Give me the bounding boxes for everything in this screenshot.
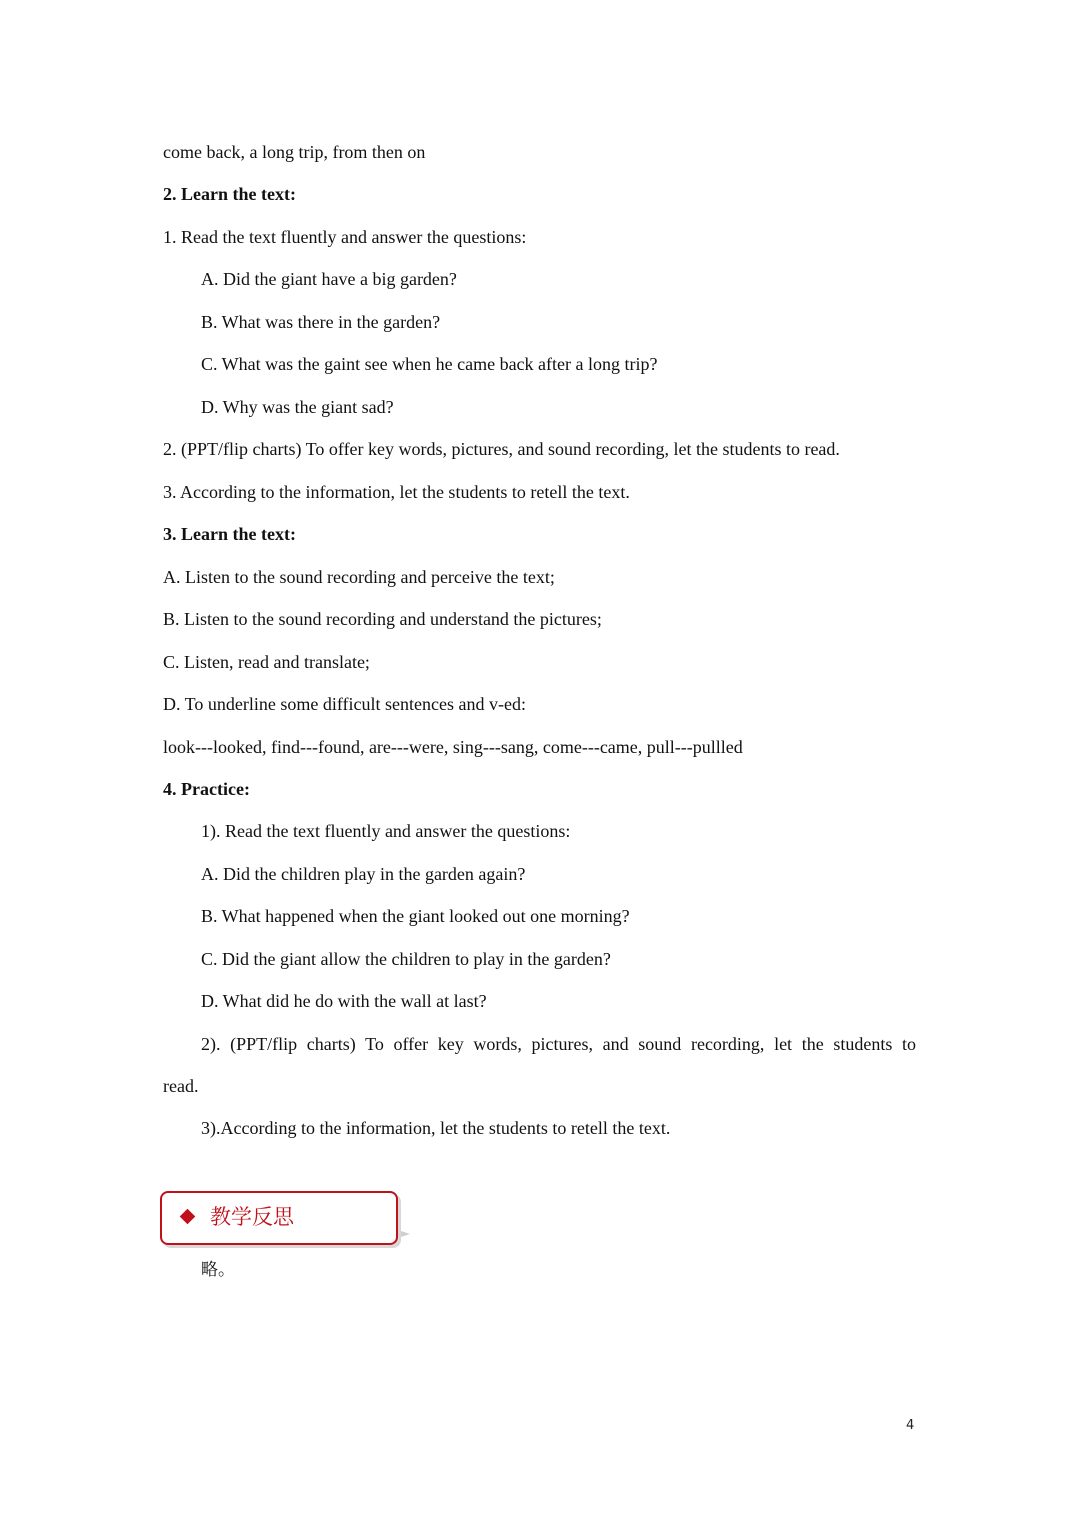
step-item: B. Listen to the sound recording and understand the pictures; bbox=[163, 609, 602, 629]
question-item: D. Why was the giant sad? bbox=[201, 397, 394, 417]
question-item: A. Did the giant have a big garden? bbox=[201, 269, 457, 289]
text-line: come back, a long trip, from then on bbox=[163, 142, 426, 162]
text-line: 3. According to the information, let the students to retell the text. bbox=[163, 482, 630, 502]
text-line: 1). Read the text fluently and answer the questions: bbox=[201, 821, 571, 841]
question-item: D. What did he do with the wall at last? bbox=[201, 991, 487, 1011]
question-item: C. What was the gaint see when he came back after a long trip? bbox=[201, 354, 658, 374]
text-line: 1. Read the text fluently and answer the questions: bbox=[163, 227, 527, 247]
text-line: 3).According to the information, let the students to retell the text. bbox=[201, 1118, 671, 1138]
text-line: read. bbox=[163, 1076, 199, 1096]
step-item: A. Listen to the sound recording and perceive the text; bbox=[163, 567, 555, 587]
question-item: B. What happened when the giant looked out one morning? bbox=[201, 906, 630, 926]
verb-list: look---looked, find---found, are---were, sing---sang, come---came, pull---pullled bbox=[163, 737, 743, 757]
section-title: 教学反思 bbox=[210, 1205, 294, 1229]
step-item: C. Listen, read and translate; bbox=[163, 652, 370, 672]
text-line: 2). (PPT/flip charts) To offer key words, pictures, and sound recording, let the students to bbox=[201, 1034, 916, 1054]
heading-practice: 4. Practice: bbox=[163, 779, 250, 799]
section-content: 略。 bbox=[201, 1260, 235, 1280]
heading-learn-text-2: 2. Learn the text: bbox=[163, 184, 296, 204]
question-item: A. Did the children play in the garden again? bbox=[201, 864, 526, 884]
step-item: D. To underline some difficult sentences and v-ed: bbox=[163, 694, 526, 714]
diamond-icon bbox=[180, 1209, 196, 1225]
page-number: 4 bbox=[906, 1418, 915, 1433]
heading-learn-text-3: 3. Learn the text: bbox=[163, 524, 296, 544]
section-header-box bbox=[160, 1191, 398, 1245]
text-line: 2. (PPT/flip charts) To offer key words, pictures, and sound recording, let the students to read. bbox=[163, 439, 840, 459]
question-item: B. What was there in the garden? bbox=[201, 312, 441, 332]
question-item: C. Did the giant allow the children to play in the garden? bbox=[201, 949, 611, 969]
